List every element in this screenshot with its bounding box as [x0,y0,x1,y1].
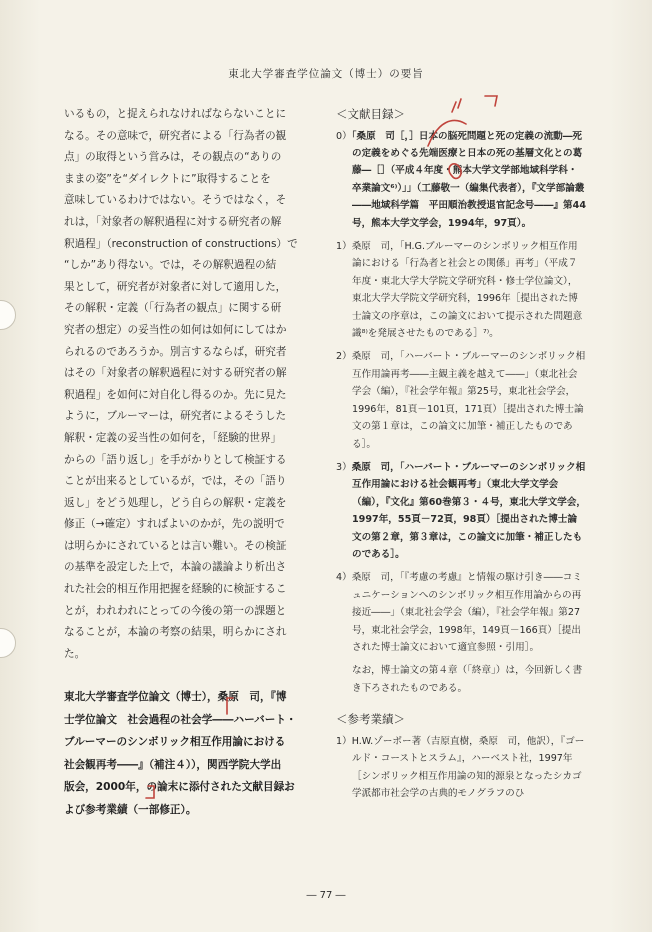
text-line: 究者の想定）の妥当性の如何は如何にしてはか [64,323,287,336]
text-line: た。 [64,647,86,660]
text-line: れた社会的相互作用把握を経験的に検証するこ [64,583,287,596]
page-number: ― 77 ― [306,890,346,901]
text-line: 果として，研究者が対象者に対して適用した， [64,280,287,293]
text-line: からの「語り返し」を手がかりとして検証する [64,453,287,466]
reference-text: 桑原 司，「H.G.ブルーマーのシンボリック相互作用論における「行為者と社会との関係」再考」（平成７年度・東北大学大学院文学研究科・修士学位論文），東北大学大学院文学研究科，1996年［提出された博士論文の序章は，この論文において提示された問題意識⁸⁾を発展させたものである］⁷⁾。 [351,241,583,340]
reference-number: 1） [336,241,352,253]
text-line: その解釈・定義（「行為者の観点」に関する研 [64,302,282,315]
reference-text: 桑原 司，「ハーバート・ブルーマーのシンボリック相互作用論における社会観再考」（東北大学文学会（編），『文化』第60巻第３・４号，東北大学文学会，1997年，55頁－72頁，98頁）［提出された博士論文の第２章，第３章は，この論文に加筆・補正したものである］。 [351,461,586,560]
pen-bracket-mark [227,698,233,714]
text-line: はその「対象者の解釈過程に対する研究者の解 [64,367,287,380]
text-line: れは，「対象者の解釈過程に対する研究者の解 [64,215,282,228]
text-line: は明らかにされているとは言い難い。その検証 [64,539,287,552]
reference-text: 「桑原 司［，］日本の脳死問題と死の定義の流動―死の定義をめぐる先端医療と日本の死の基層文化との葛藤―［］（平成４年度・熊本大学文学部地域科学科・卒業論文⁶⁾）」」（工藤敬一（編集代表者），『文学部論叢――地域科学篇 平田順治教授退官記念号――』第44号，熊本大学文学会，1994年，97頁）。 [351,130,587,229]
pen-bracket-mark [146,786,154,798]
biblio-line: 社会観再考――』（補注４）），関西学院大学出 [64,758,282,771]
text-line: られるのであろうか。別言するならば，研究者 [64,345,287,358]
reference-number: 4） [336,572,352,584]
text-line: 点」の取得という営みは，その観点の“ありの [64,151,282,164]
text-line: の基準を設定した上で，本論の議論より析出さ [64,561,287,574]
closing-note: なお，博士論文の第４章（「終章」）は，今回新しく書き下ろされたものである。 [352,665,583,694]
reference-number: 3） [336,461,352,473]
text-line: 釈過程」を如何に対自化し得るのか。先に見た [64,388,287,401]
text-line: 釈過程」（reconstruction of constructions）で [64,237,298,250]
works-heading: ＜参考業績＞ [336,712,405,727]
biblio-line: 士学位論文 社会過程の社会学――ハーバート・ [64,713,297,726]
biblio-line: よび参考業績（一部修正）。 [64,803,197,816]
text-line: 返し」をどう処理し，どう自らの解釈・定義を [64,496,287,509]
biblio-line: 版会，2000年，の論末に添付された文献目録お [64,781,295,794]
pen-curve-mark [428,120,466,146]
page-header: 東北大学審査学位論文（博士）の要旨 [228,68,424,80]
reference-text: 桑原 司，「ハーバート・ブルーマーのシンボリック相互作用論再考――主観主義を越えて――」（東北社会学会（編），『社会学年報』第25号，東北社会学会，1996年，81頁－101頁，171頁）［提出された博士論文の第１章は，この論文に加筆・補正したものである］。 [351,351,586,450]
biblio-line: ブルーマーのシンボリック相互作用論における [64,736,286,749]
bibliography-heading: ＜文献目録＞ [336,107,405,121]
text-line: なる。その意味で，研究者による「行為者の観 [64,129,287,142]
reference-number: 0） [336,130,352,142]
pen-bracket-mark [485,96,497,106]
text-line: ことが出来るとしているが，では，その「語り [64,475,287,488]
reference-number: 2） [336,351,352,363]
biblio-line: 東北大学審査学位論文（博士），桑原 司，『博 [64,691,287,704]
works-text: H.W.ゾーボー著（吉原直樹，桑原 司，他訳），『ゴールド・コーストとスラム』，ハーベスト社，1997年［シンボリック相互作用論の知的源泉となったシカゴ学派都市社会学の古典的モノグラフのひ [351,735,585,799]
text-line: 解釈・定義の妥当性の如何を，「経験的世界」 [64,431,282,444]
pen-bracket-mark [452,99,461,112]
text-line: “しか”あり得ない。では，その解釈過程の結 [64,259,277,272]
text-line: なることが，本論の考察の結果，明らかにされ [64,626,287,639]
pen-circle-mark [449,164,461,179]
text-line: 修正（→確定）すればよいのかが，先の説明で [64,518,285,531]
text-line: とが，われわれにとっての今後の第一の課題と [64,604,287,617]
text-line: ままの姿”を“ダイレクトに”取得することを [64,172,271,185]
text-line: ように，ブルーマーは，研究者によるそうした [64,410,287,423]
works-number: 1） [336,735,352,747]
reference-text: 桑原 司，「『考慮の考慮』と情報の駆け引き――コミュニケーションへのシンボリック相互作用論からの再接近――」（東北社会学会（編），『社会学年報』第27号，東北社会学会，1998年，149頁－166頁）［提出された博士論文において適宜参照・引用］。 [351,572,582,653]
text-line: いるもの，と捉えられなければならないことに [64,108,287,120]
text-line: 意味しているわけではない。そうではなく，そ [64,194,287,207]
